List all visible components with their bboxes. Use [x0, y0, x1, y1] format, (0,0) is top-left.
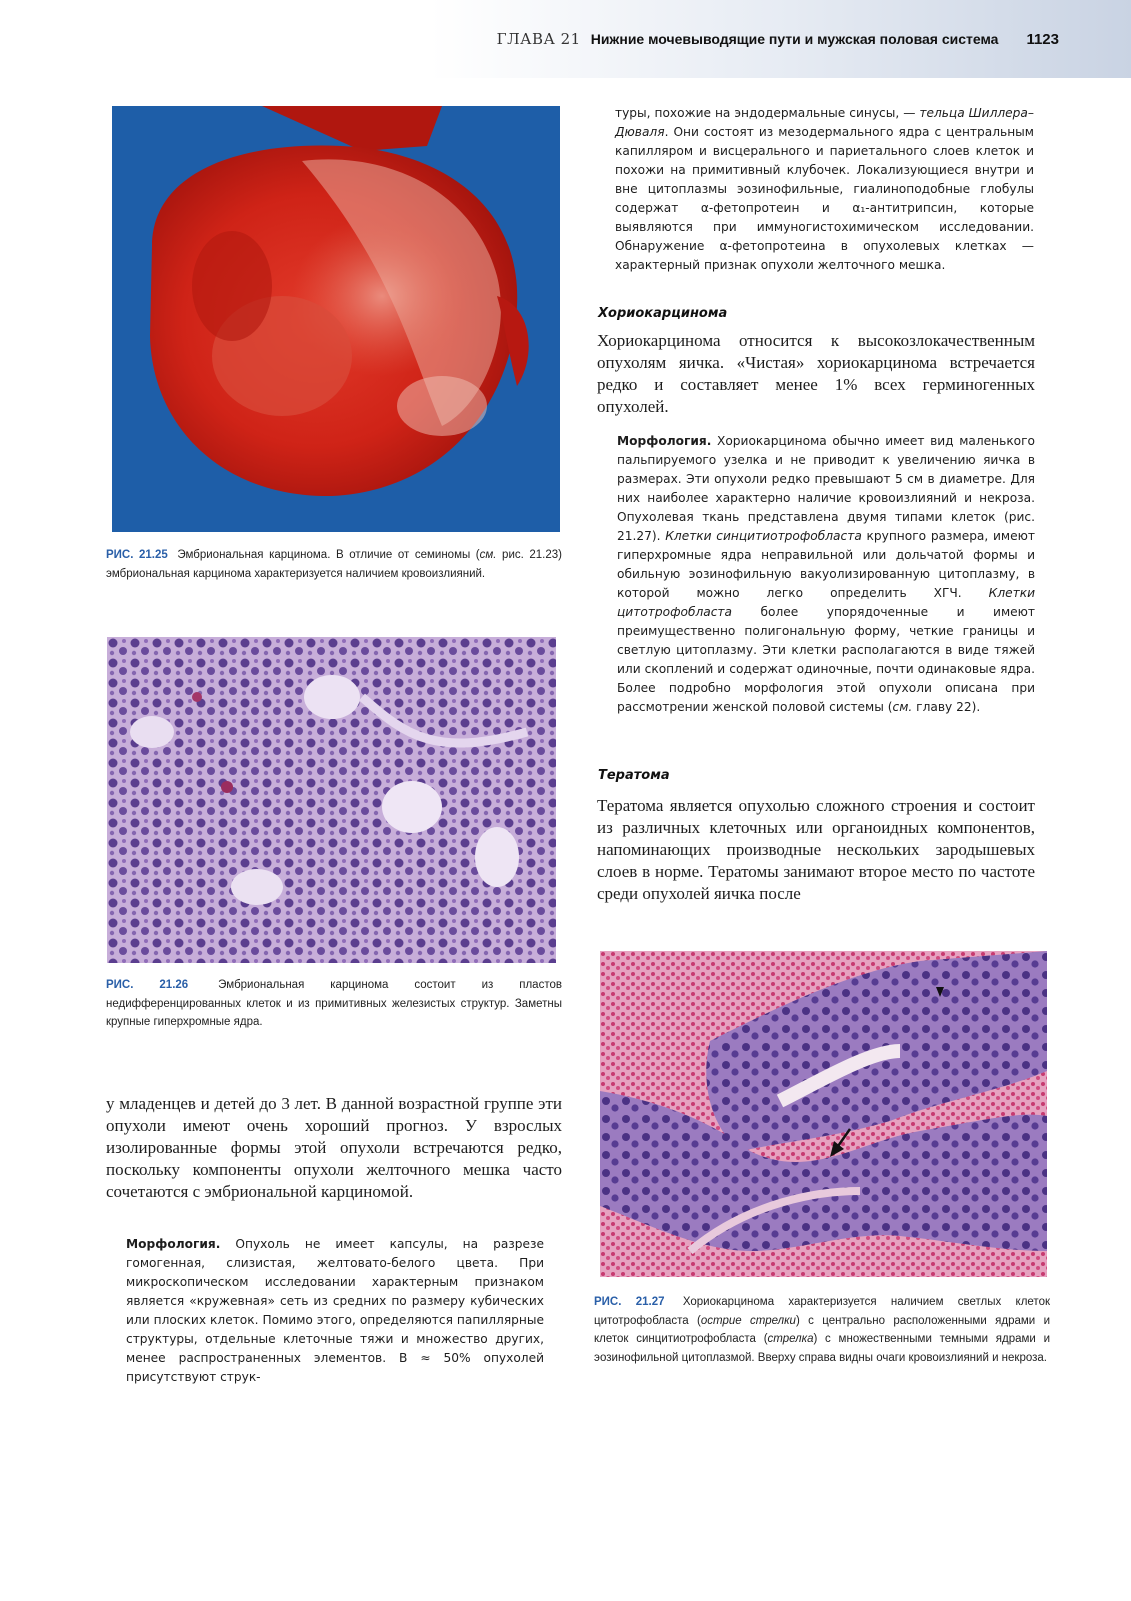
morph-text: Хориокарцинома обычно имеет вид маленького пальпируемого узелка и не приводит к увеличению яичка в размерах. Эти опухоли редко превышают 5 см в диаметре. Для них наиболее характерно наличие кровоизлияний и некроза. Опухолевая ткань представлена двумя типами клеток (рис. 21.27). — [617, 434, 1035, 543]
yolk-sac-morphology-continued — [615, 104, 1034, 275]
morph-text: Опухоль не имеет капсулы, на разрезе гомогенная, слизистая, желтовато-белого цвета. При микроскопическом исследовании характерным признаком является «кружевная» сеть из средних по размеру кубических или плоских клеток. Помимо этого, определяются папиллярные структуры, отдельные клеточные тяжи и множество других, менее распространенных элементов. В ≈ 50% опухолей присутствуют струк- — [126, 1237, 544, 1384]
header-title: Нижние мочевыводящие пути и мужская половая система — [590, 31, 999, 47]
section-heading-choriocarcinoma: Хориокарцинома — [598, 306, 728, 321]
histology-illustration — [107, 637, 556, 963]
caption-text: Хориокарцинома характеризуется наличием светлых клеток цитотрофобласта ( — [594, 1296, 1050, 1327]
paragraph-text: туры, похожие на эндодермальные синусы, — — [615, 106, 920, 120]
figure-21-25-caption — [106, 546, 562, 583]
histology-illustration — [600, 951, 1047, 1277]
morph-text-3: более упорядоченные и имеют преимущественно полигональную форму, четкие границы и светлую цитоплазму. Эти клетки располагаются в виде тяжей или скоплений и содержат одиночные, почти одинаковые ядра. Более подробно морфология этой опухоли описана при рассмотрении женской половой системы ( — [617, 605, 1035, 714]
figure-21-26-micrograph — [107, 637, 556, 963]
figure-label: РИС. 21.27 — [594, 1296, 665, 1308]
paragraph-text-cont: . Они состоят из мезодермального ядра с центральным капилляром и висцерального и париетального слоев клеток и похожи на примитивный клубочек. Локализующиеся внутри и вне цитоплазмы эозинофильные, гиалиноподобные глобулы содержат α-фетопротеин и α₁-антитрипсин, которые выявляются при иммуногистохимическом исследовании. Обнаружение α-фетопротеина в опухолевых клетках — характерный признак опухоли желточного мешка. — [615, 125, 1034, 272]
morph-text-4: главу 22). — [912, 700, 981, 714]
see-ref: см. — [892, 700, 913, 714]
running-header — [0, 0, 1131, 78]
caption-text: Эмбриональная карцинома. В отличие от семиномы ( — [177, 549, 480, 561]
caption-term-arrow: стрелка — [767, 1333, 814, 1345]
section-heading-teratoma: Тератома — [598, 768, 670, 783]
morph-text-2: крупного размера, имеют гиперхромные ядра неправильной или дольчатой формы и обильную эозинофильную вакуолизированную цитоплазму, в которой можно легко определить ХГЧ. — [617, 529, 1035, 600]
choriocarcinoma-morphology — [617, 432, 1035, 717]
header-chapter: ГЛАВА 21 — [496, 30, 581, 48]
caption-term-tip: острие стрелки — [700, 1314, 796, 1327]
header-text — [497, 30, 1059, 48]
caption-text-cont: ) с центрально расположенными ядрами и клеток синцитиотрофобласта ( — [594, 1314, 1050, 1345]
page-number: 1123 — [1026, 31, 1059, 48]
caption-see: см. — [479, 549, 497, 561]
yolk-sac-morphology — [126, 1235, 544, 1387]
figure-21-27-caption — [594, 1293, 1050, 1367]
morphology-label: Морфология. — [617, 434, 712, 448]
yolk-sac-paragraph: у младенцев и детей до 3 лет. В данной возрастной группе эти опухоли имеют очень хороший прогноз. У взрослых изолированные формы этой опухоли встречаются редко, поскольку компоненты опухоли желточного мешка часто сочетаются с эмбриональной карциномой. — [106, 1094, 562, 1201]
caption-text-cont: рис. 21.23) эмбриональная карцинома характеризуется наличием кровоизлияний. — [106, 549, 562, 580]
term-syncytiotrophoblast: Клетки синцитиотрофобласта — [665, 529, 862, 543]
teratoma-intro: Тератома является опухолью сложного строения и состоит из различных клеточных или органоидных компонентов, напоминающих производные нескольких зародышевых слоев в норме. Тератомы занимают второе место по частоте среди опухолей яичка после — [597, 796, 1035, 903]
caption-text: Эмбриональная карцинома состоит из пластов недифференцированных клеток и из примитивных железистых структур. Заметны крупные гиперхромные ядра. — [106, 979, 562, 1028]
figure-label: РИС. 21.25 — [106, 549, 168, 561]
figure-21-25-photo — [112, 106, 560, 532]
gross-specimen-illustration — [112, 106, 560, 532]
caption-text-end: ) с множественными темными ядрами и эозинофильной цитоплазмой. Вверху справа видны очаги кровоизлияний и некроза. — [594, 1333, 1050, 1364]
figure-21-26-caption — [106, 976, 562, 1032]
choriocarcinoma-intro: Хориокарцинома относится к высокозлокачественным опухолям яичка. «Чистая» хориокарцинома встречается редко и составляет менее 1% всех герминогенных опухолей. — [597, 331, 1035, 416]
figure-21-27-micrograph — [600, 951, 1047, 1277]
morphology-label: Морфология. — [126, 1237, 221, 1251]
term-cytotrophoblast: Клетки цитотрофобласта — [617, 586, 1035, 619]
figure-label: РИС. 21.26 — [106, 979, 189, 991]
term-schiller-duval: тельца Шиллера–Дюваля — [615, 106, 1034, 139]
